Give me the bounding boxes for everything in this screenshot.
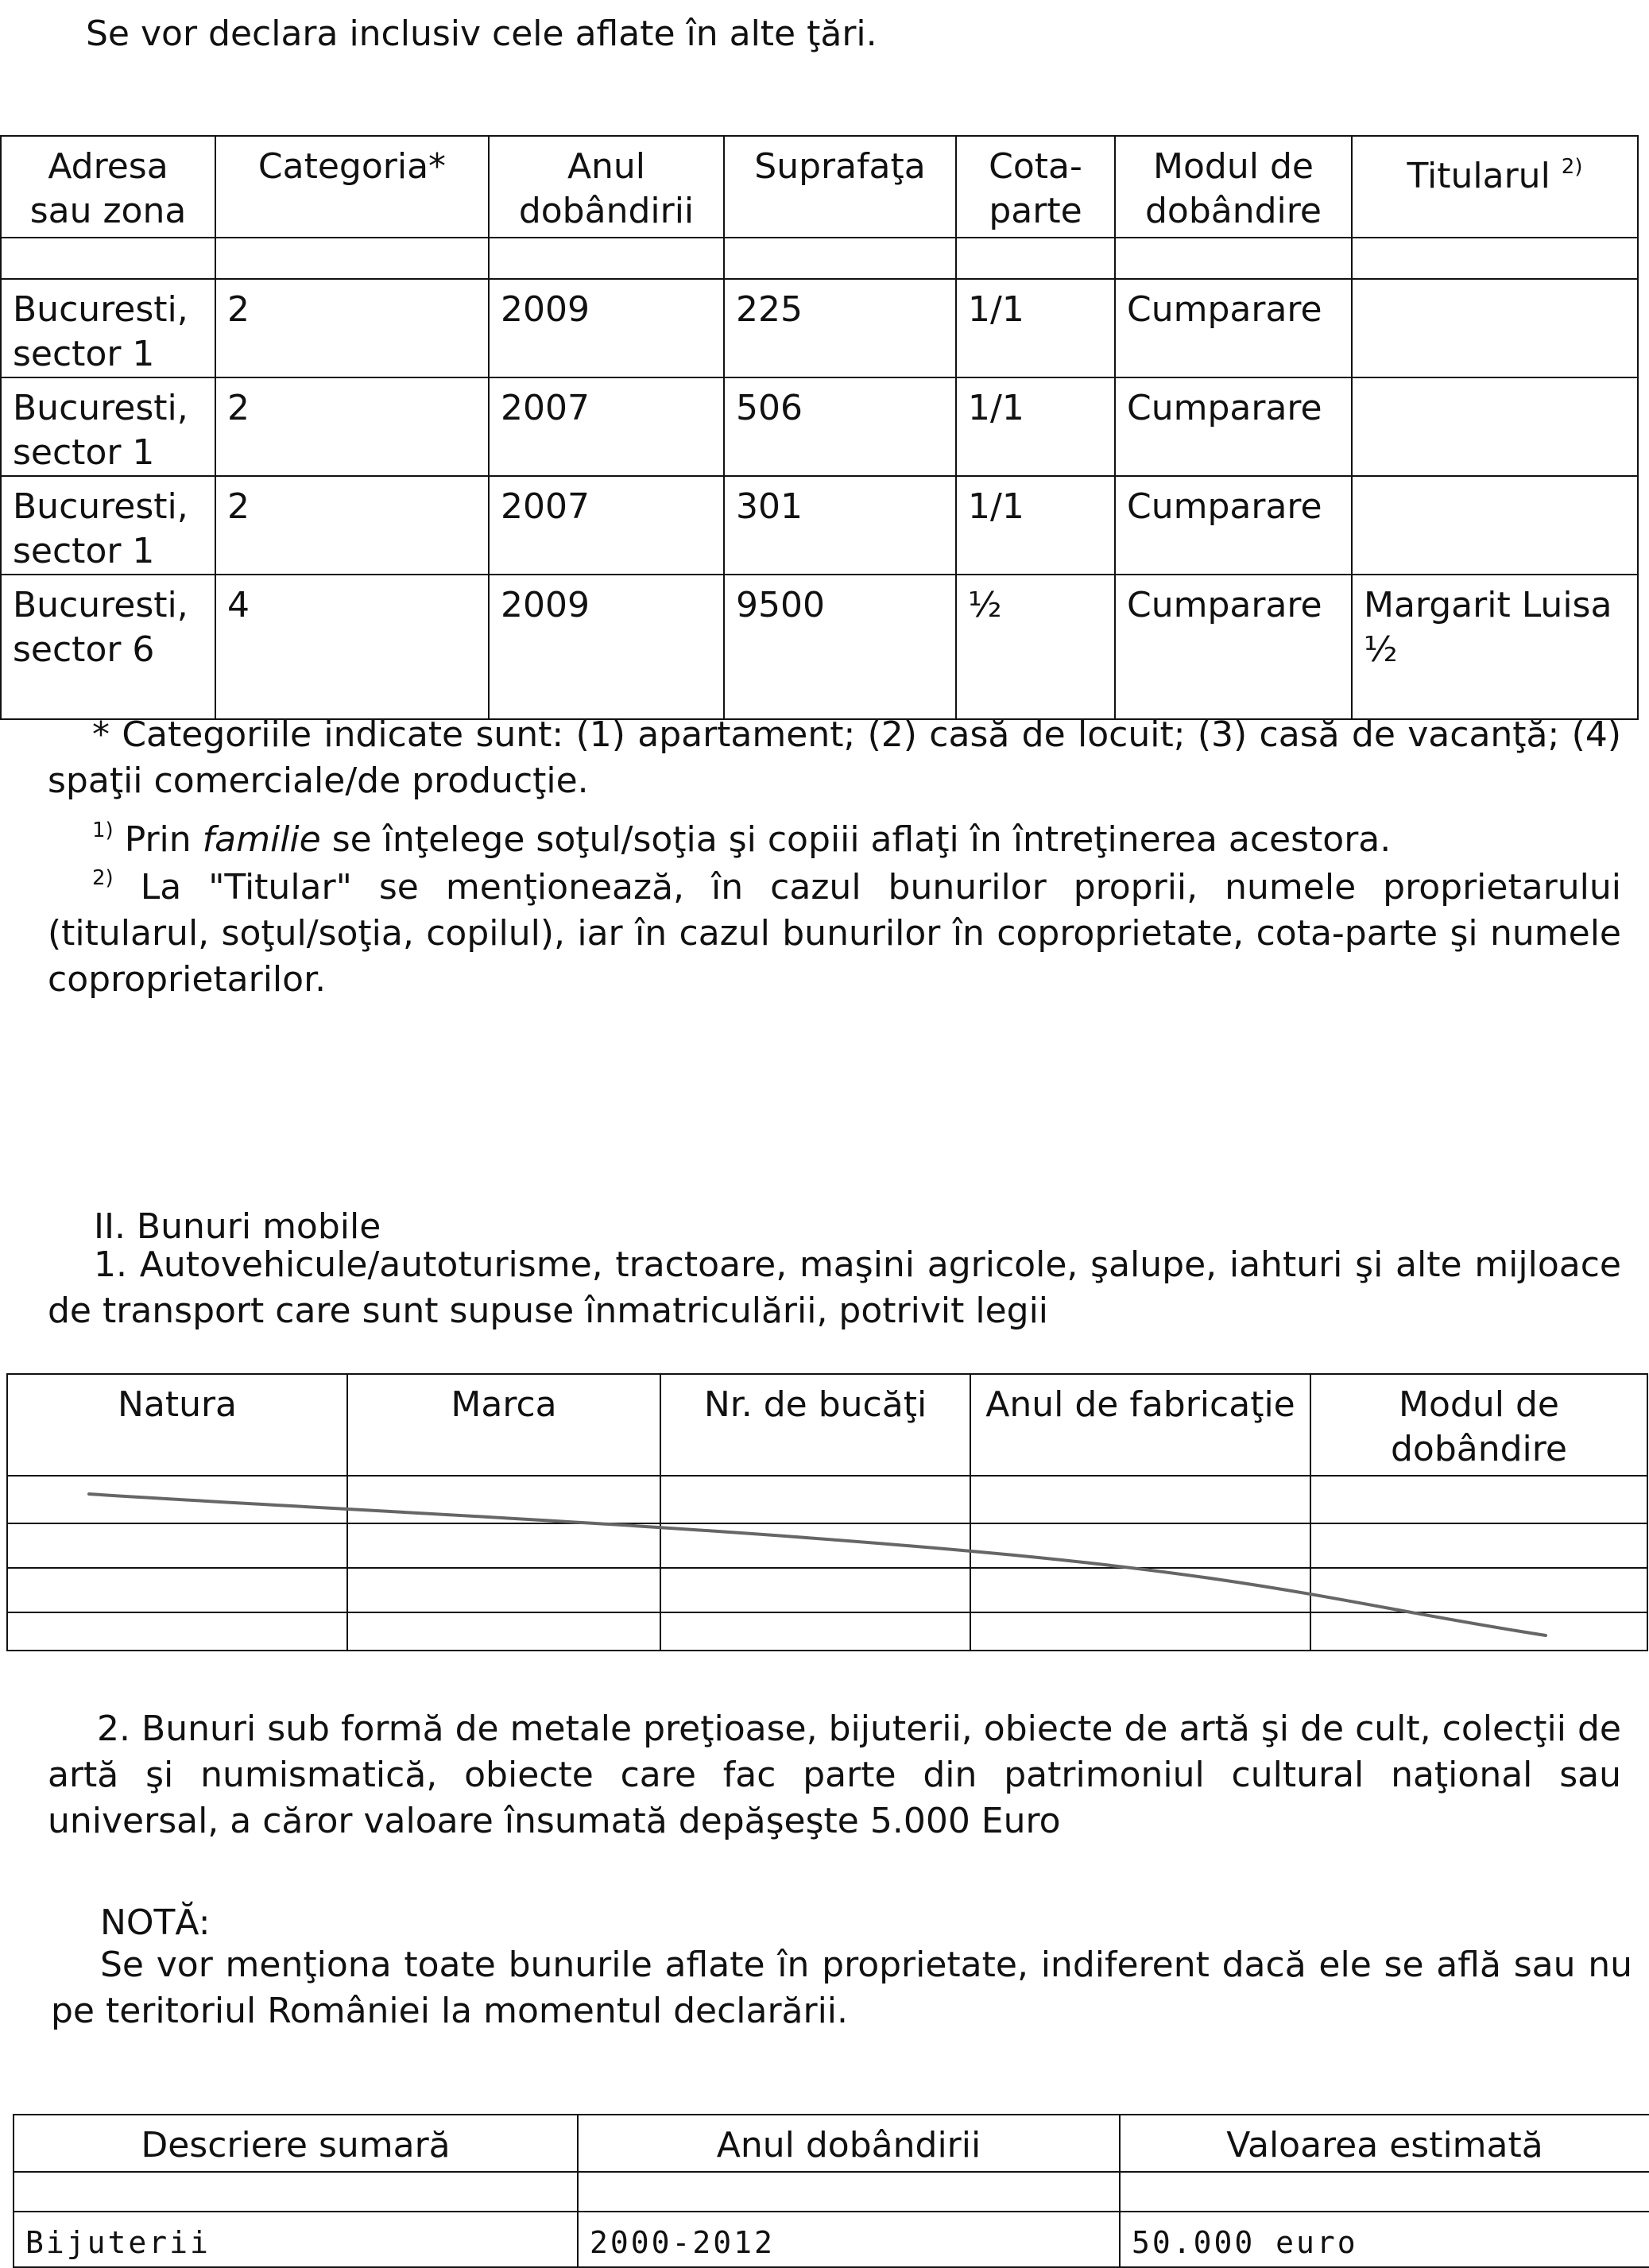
cell — [1352, 238, 1638, 279]
footnote-1-italic: familie — [202, 819, 321, 860]
table-row — [7, 1612, 1647, 1651]
cell-share: ½ — [956, 575, 1115, 719]
cell-year: 2000-2012 — [578, 2212, 1120, 2267]
header-category: Categoria* — [215, 136, 489, 238]
cell-address: Bucuresti, sector 1 — [1, 279, 215, 377]
cell — [578, 2172, 1120, 2212]
cell — [14, 2172, 578, 2212]
cell-share: 1/1 — [956, 279, 1115, 377]
cell — [347, 1612, 660, 1651]
cell-titular — [1352, 377, 1638, 476]
table-header-row — [1, 136, 1638, 238]
item-2-text: 2. Bunuri sub formă de metale preţioase, bijuterii, obiecte de artă şi de cult, colecţii de artă şi numismatică, obiecte care fac parte din patrimoniul cultural naţional sau universal, a căror valoare însumată depăşeşte 5.000 Euro — [48, 1709, 1621, 1841]
nota-text: Se vor menţiona toate bunurile aflate în proprietate, indiferent dacă ele se află sau nu pe teritoriul României la momentul declarării. — [51, 1945, 1632, 2031]
cell-titular — [1352, 279, 1638, 377]
cell-year: 2007 — [489, 377, 724, 476]
table-header-row — [7, 1374, 1647, 1476]
cell — [347, 1476, 660, 1523]
header-area: Suprafaţa — [724, 136, 956, 238]
header-titular-footnote: 2) — [1561, 155, 1583, 179]
table-row — [7, 1523, 1647, 1568]
footnote-1-mark: 1) — [92, 819, 114, 842]
cell-category: 2 — [215, 279, 489, 377]
cell-mode: Cumparare — [1115, 279, 1352, 377]
cell — [1310, 1568, 1647, 1612]
cell — [1310, 1476, 1647, 1523]
cell — [489, 238, 724, 279]
footnote-1-pre: Prin — [124, 819, 192, 860]
cell-titular — [1352, 476, 1638, 575]
nota-title: NOTĂ: — [100, 1902, 211, 1943]
cell — [660, 1523, 970, 1568]
cell-address: Bucuresti, sector 6 — [1, 575, 215, 719]
cell — [215, 238, 489, 279]
cell — [1115, 238, 1352, 279]
header-titular — [1352, 136, 1638, 238]
cell-year: 2009 — [489, 279, 724, 377]
cell — [7, 1612, 347, 1651]
header-year: Anul dobândirii — [489, 136, 724, 238]
cell — [970, 1476, 1310, 1523]
cell-year: 2007 — [489, 476, 724, 575]
cell — [1310, 1612, 1647, 1651]
footnote-2-text: La "Titular" se menţionează, în cazul bunurilor proprii, numele proprietarului (titularul, soţul/soţia, copilul), iar în cazul bunurilor în coproprietate, cota-parte şi numele coproprietarilor. — [48, 867, 1621, 1000]
header-nature: Natura — [7, 1374, 347, 1476]
table-row — [1, 575, 1638, 719]
cell — [970, 1523, 1310, 1568]
cell-year: 2009 — [489, 575, 724, 719]
cell — [970, 1568, 1310, 1612]
cell-mode: Cumparare — [1115, 476, 1352, 575]
cell — [347, 1523, 660, 1568]
table-row — [7, 1476, 1647, 1523]
header-count: Nr. de bucăţi — [660, 1374, 970, 1476]
section-heading: II. Bunuri mobile — [94, 1206, 381, 1247]
header-acquisition-mode: Modul de dobândire — [1310, 1374, 1647, 1476]
cell-mode: Cumparare — [1115, 575, 1352, 719]
table-row — [14, 2212, 1649, 2267]
cell-category: 2 — [215, 377, 489, 476]
cell-category: 4 — [215, 575, 489, 719]
footnote-1-post: se înţelege soţul/soţia şi copiii aflaţi în întreţinerea acestora. — [331, 819, 1392, 860]
header-titular-label: Titularul — [1407, 156, 1550, 196]
table-row — [1, 377, 1638, 476]
footnote-2 — [48, 855, 1621, 1003]
cell — [660, 1476, 970, 1523]
cell-titular: Margarit Luisa ½ — [1352, 575, 1638, 719]
cell — [1, 238, 215, 279]
table-header-row — [14, 2115, 1649, 2172]
valuables-table — [13, 2114, 1649, 2268]
header-manufacture-year: Anul de fabricaţie — [970, 1374, 1310, 1476]
header-address: Adresa sau zona — [1, 136, 215, 238]
item-1-text: 1. Autovehicule/autoturisme, tractoare, maşini agricole, şalupe, iahturi şi alte mijloace de transport care sunt supuse înmatriculării, potrivit legii — [48, 1244, 1621, 1331]
cell-category: 2 — [215, 476, 489, 575]
header-acquisition-mode: Modul de dobândire — [1115, 136, 1352, 238]
header-description: Descriere sumară — [14, 2115, 578, 2172]
cell — [724, 238, 956, 279]
table-row — [1, 279, 1638, 377]
cell — [7, 1476, 347, 1523]
vehicles-table — [6, 1373, 1648, 1651]
cell — [7, 1568, 347, 1612]
cell — [7, 1523, 347, 1568]
cell-area: 225 — [724, 279, 956, 377]
cell-value: 50.000 euro — [1120, 2212, 1649, 2267]
cell — [1120, 2172, 1649, 2212]
cell-area: 506 — [724, 377, 956, 476]
footnote-2-mark: 2) — [92, 866, 114, 890]
categories-note: * Categoriile indicate sunt: (1) apartament; (2) casă de locuit; (3) casă de vacanţă; (4) spaţii comerciale/de producţie. — [48, 714, 1621, 801]
cell — [1310, 1523, 1647, 1568]
cell — [970, 1612, 1310, 1651]
cell-description: Bijuterii — [14, 2212, 578, 2267]
cell-address: Bucuresti, sector 1 — [1, 476, 215, 575]
intro-line: Se vor declara inclusiv cele aflate în alte ţări. — [86, 14, 877, 54]
header-brand: Marca — [347, 1374, 660, 1476]
cell-address: Bucuresti, sector 1 — [1, 377, 215, 476]
cell — [660, 1612, 970, 1651]
cell-area: 9500 — [724, 575, 956, 719]
cell — [660, 1568, 970, 1612]
table-row — [1, 238, 1638, 279]
cell — [956, 238, 1115, 279]
cell-area: 301 — [724, 476, 956, 575]
table-row — [1, 476, 1638, 575]
header-share: Cota-parte — [956, 136, 1115, 238]
table-row — [7, 1568, 1647, 1612]
cell — [347, 1568, 660, 1612]
header-estimated-value: Valoarea estimată — [1120, 2115, 1649, 2172]
cell-share: 1/1 — [956, 476, 1115, 575]
cell-mode: Cumparare — [1115, 377, 1352, 476]
cell-share: 1/1 — [956, 377, 1115, 476]
table-row — [14, 2172, 1649, 2212]
header-year: Anul dobândirii — [578, 2115, 1120, 2172]
real-estate-table — [0, 135, 1639, 720]
